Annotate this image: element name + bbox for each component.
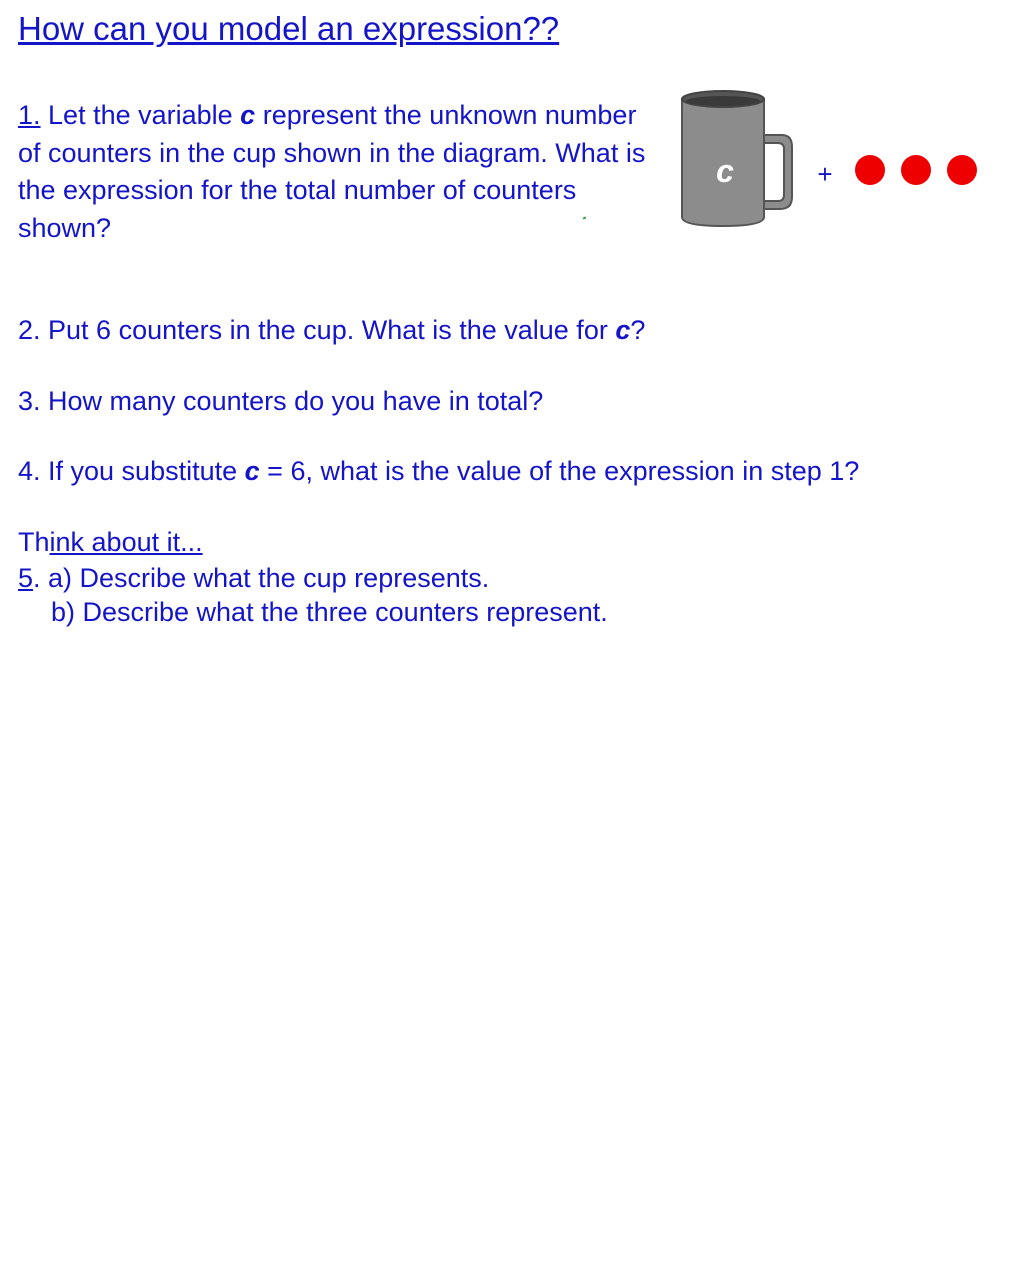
question-3: 3. How many counters do you have in total? (18, 386, 544, 416)
page-title: How can you model an expression?? (18, 10, 560, 47)
think-underlined: ink about it... (49, 527, 203, 557)
question-2-variable: c (615, 315, 631, 345)
question-4-text-before: 4. If you substitute (18, 456, 245, 486)
question-2-text-after: ? (630, 315, 646, 345)
question-4 (18, 454, 859, 488)
question-2-text-before: 2. Put 6 counters in the cup. What is the value for (18, 315, 616, 345)
question-5a-text: . a) Describe what the cup represents. (33, 563, 490, 593)
think-about-it-heading (18, 525, 203, 559)
question-1 (18, 97, 658, 247)
question-1-text-before: Let the variable (40, 100, 241, 130)
plus-sign: + (817, 159, 833, 189)
counter-2 (901, 155, 931, 185)
question-4-text-after: = 6, what is the value of the expression in step 1? (259, 456, 860, 486)
question-1-number: 1. (18, 100, 41, 130)
cup-handle (762, 135, 792, 209)
counter-1 (855, 155, 885, 185)
cup-counters-diagram (670, 85, 990, 235)
cup-inside (686, 96, 760, 106)
question-1-text-after: represent the unknown number of counters in the cup shown in the diagram. What is the expression for the total number of counters shown? (18, 100, 646, 243)
think-plain: Th (18, 527, 50, 557)
question-2 (18, 313, 645, 347)
question-1-variable: c (240, 100, 256, 130)
cup-label: c (716, 153, 734, 189)
question-5b: b) Describe what the three counters represent. (51, 597, 608, 627)
question-4-variable: c (244, 456, 260, 486)
question-5a (18, 561, 489, 595)
counters-group (855, 155, 977, 185)
counter-3 (947, 155, 977, 185)
question-5-number: 5 (18, 563, 34, 593)
